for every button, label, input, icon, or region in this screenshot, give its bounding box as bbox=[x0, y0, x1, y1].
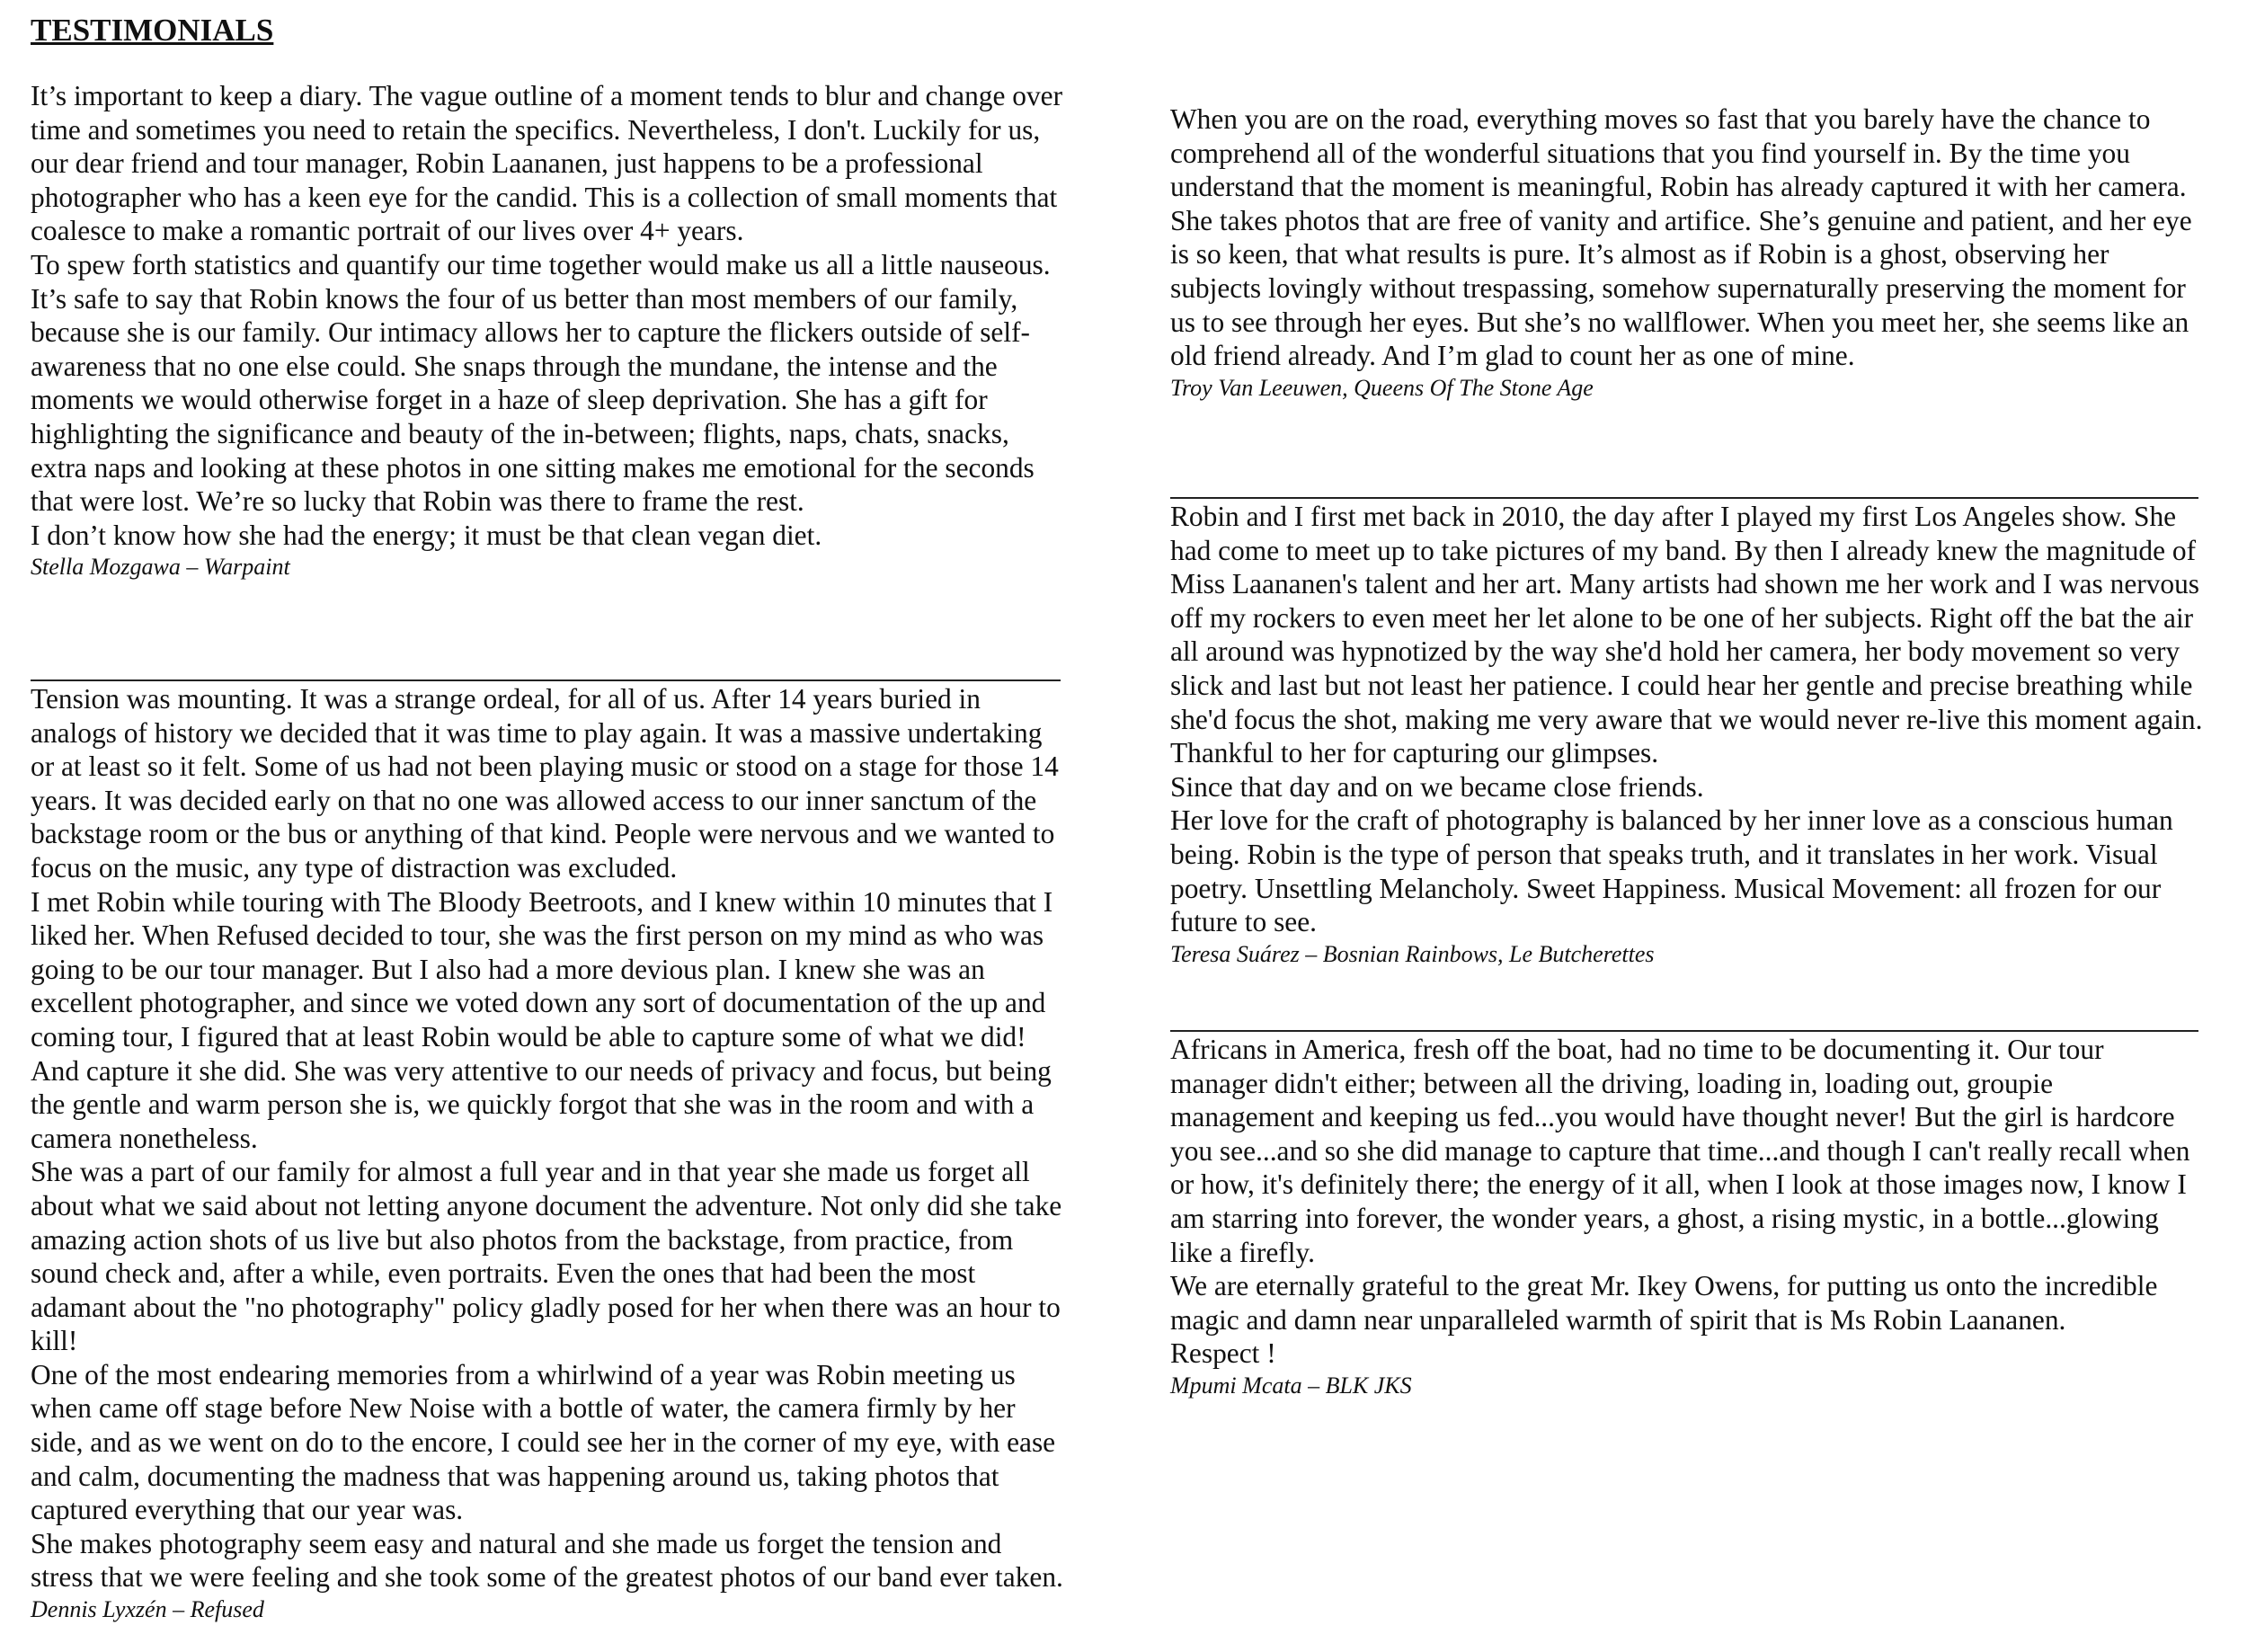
testimonial-stella-mozgawa bbox=[31, 79, 1064, 582]
testimonial-paragraph: Robin and I first met back in 2010, the day after I played my first Los Angeles show. She had come to meet up to take pictures of my band. By then I already knew the magnitude of Miss Laananen's talent and her art. Many artists had shown me her work and I was nervous off my rockers to even meet her let alone to be one of her subjects. Right off the bat the air all around was hypnotized by the way she'd hold her camera, her body movement so very slick and last but not least her patience. I could hear her gentle and precise breathing while she'd focus the shot, making me very aware that we would never re-live this moment again. Thankful to her for capturing our glimpses. bbox=[1170, 501, 2203, 769]
testimonial-signature: Teresa Suárez – Bosnian Rainbows, Le Butcherettes bbox=[1170, 940, 1655, 967]
testimonial-mpumi-mcata bbox=[1170, 1033, 2204, 1400]
divider bbox=[1170, 497, 2198, 499]
testimonial-paragraph: To spew forth statistics and quantify our time together would make us all a little nauseous. It’s safe to say that Robin knows the four of us better than most members of our family, because she is our family. Our intimacy allows her to capture the flickers outside of self-awareness that no one else could. She snaps through the mundane, the intense and the moments we would otherwise forget in a haze of sleep deprivation. She has a gift for highlighting the significance and beauty of the in-between; flights, naps, chats, snacks, extra naps and looking at these photos in one sitting makes me emotional for the seconds that were lost. We’re so lucky that Robin was there to frame the rest. bbox=[31, 248, 1051, 518]
testimonial-signature: Stella Mozgawa – Warpaint bbox=[31, 554, 290, 581]
testimonial-paragraph: I met Robin while touring with The Bloody Beetroots, and I knew within 10 minutes that I liked her. When Refused decided to tour, she was the first person on my mind as who was going to be our tour manager. But I also had a more devious plan. I knew she was an excellent photographer, and since we voted down any sort of documentation of the up and coming tour, I figured that at least Robin would be able to capture some of what we did! And capture it she did. She was very attentive to our needs of privacy and focus, but being the gentle and warm person she is, we quickly forgot that she was in the room and with a camera nonetheless. bbox=[31, 885, 1053, 1154]
testimonial-signature: Dennis Lyxzén – Refused bbox=[31, 1596, 264, 1623]
divider bbox=[31, 679, 1061, 681]
testimonial-troy-van-leeuwen bbox=[1170, 102, 2204, 403]
page-title: TESTIMONIALS bbox=[31, 13, 274, 48]
testimonial-paragraph: Since that day and on we became close friends. bbox=[1170, 770, 1704, 803]
divider bbox=[1170, 1030, 2198, 1032]
testimonial-dennis-lyxzen bbox=[31, 682, 1064, 1624]
testimonial-paragraph: When you are on the road, everything moves so fast that you barely have the chance to comprehend all of the wonderful situations that you find yourself in. By the time you understand that the moment is meaningful, Robin has already captured it with her camera. She takes photos that are free of vanity and artifice. She’s genuine and patient, and her eye is so keen, that what results is pure. It’s almost as if Robin is a ghost, observing her subjects lovingly without trespassing, somehow supernaturally preserving the moment for us to see through her eyes. But she’s no wallflower. When you meet her, she seems like an old friend already. And I’m glad to count her as one of mine. bbox=[1170, 103, 2192, 372]
testimonial-paragraph: Her love for the craft of photography is balanced by her inner love as a conscious human being. Robin is the type of person that speaks truth, and it translates in her work. Visual poetry. Unsettling Melancholy. Sweet Happiness. Musical Movement: all frozen for our future to see. bbox=[1170, 804, 2173, 938]
testimonial-paragraph: Africans in America, fresh off the boat, had no time to be documenting it. Our tour manager didn't either; between all the driving, loading in, loading out, groupie management and keeping us fed...you would have thought never! But the girl is hardcore you see...and so she did manage to capture that time...and though I can't really recall when or how, it's definitely there; the energy of it all, when I look at those images now, I know I am starring into forever, the wonder years, a ghost, a rising mystic, in a bottle...glowing like a firefly. bbox=[1170, 1034, 2190, 1268]
testimonial-paragraph: Tension was mounting. It was a strange ordeal, for all of us. After 14 years buried in analogs of history we decided that it was time to play again. It was a massive undertaking or at least so it felt. Some of us had not been playing music or stood on a stage for those 14 years. It was decided early on that no one was allowed access to our inner sanctum of the backstage room or the bus or anything of that kind. People were nervous and we wanted to focus on the music, any type of distraction was excluded. bbox=[31, 683, 1059, 884]
testimonial-paragraph: It’s important to keep a diary. The vague outline of a moment tends to blur and change over time and sometimes you need to retain the specifics. Nevertheless, I don't. Luckily for us, our dear friend and tour manager, Robin Laananen, just happens to be a professional photographer who has a keen eye for the candid. This is a collection of small moments that coalesce to make a romantic portrait of our lives over 4+ years. bbox=[31, 80, 1063, 247]
testimonial-signature: Mpumi Mcata – BLK JKS bbox=[1170, 1372, 1412, 1399]
testimonial-paragraph: She makes photography seem easy and natural and she made us forget the tension and stress that we were feeling and she took some of the greatest photos of our band ever taken. bbox=[31, 1527, 1063, 1594]
testimonial-paragraph: We are eternally grateful to the great Mr. Ikey Owens, for putting us onto the incredible magic and damn near unparalleled warmth of spirit that is Ms Robin Laananen. bbox=[1170, 1270, 2158, 1336]
testimonial-paragraph: One of the most endearing memories from a whirlwind of a year was Robin meeting us when came off stage before New Noise with a bottle of water, the camera firmly by her side, and as we went on do to the encore, I could see her in the corner of my eye, with ease and calm, documenting the madness that was happening around us, taking photos that captured everything that our year was. bbox=[31, 1358, 1056, 1526]
testimonial-signature: Troy Van Leeuwen, Queens Of The Stone Age bbox=[1170, 374, 1594, 401]
testimonial-teresa-suarez bbox=[1170, 500, 2204, 969]
testimonial-paragraph: She was a part of our family for almost a full year and in that year she made us forget all about what we said about not letting anyone document the adventure. Not only did she take amazing action shots of us live but also photos from the backstage, from practice, from sound check and, after a while, even portraits. Even the ones that had been the most adamant about the "no photography" policy gladly posed for her when there was an hour to kill! bbox=[31, 1156, 1062, 1357]
testimonial-paragraph: I don’t know how she had the energy; it must be that clean vegan diet. bbox=[31, 519, 822, 551]
testimonial-paragraph: Respect ! bbox=[1170, 1337, 1276, 1370]
